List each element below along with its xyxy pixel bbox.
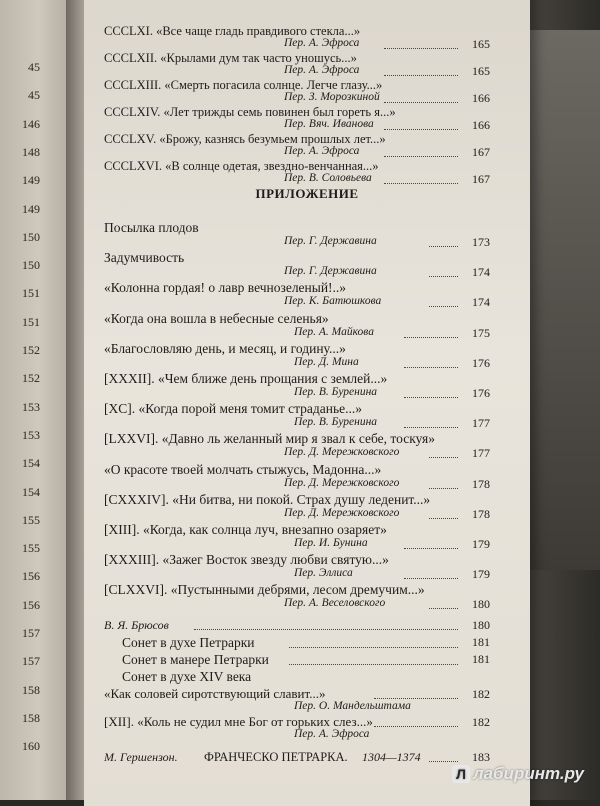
entry-translator: Пер. В. Буренина: [294, 386, 378, 398]
dot-leader: [404, 538, 458, 549]
entry-title: «Благословляю день, и месяц, и годину...»: [104, 340, 346, 356]
entry-translator: Пер. О. Мандельштама: [294, 700, 411, 712]
page-number: 167: [472, 172, 490, 186]
dot-leader: [429, 508, 458, 519]
entry-translator: Пер. Г. Державина: [284, 265, 377, 278]
left-page-number: 146: [22, 116, 40, 131]
watermark: [452, 764, 584, 784]
left-page-number: 149: [22, 173, 40, 188]
page-number: 178: [472, 506, 490, 521]
dot-leader: [194, 619, 458, 630]
dot-leader: [289, 637, 458, 648]
left-page-number: 151: [22, 314, 40, 329]
left-page: [0, 0, 70, 800]
page-number: 180: [472, 618, 490, 632]
page-number: 181: [472, 652, 490, 666]
entry-title: [CXXXIV]. «Ни битва, ни покой. Страх душу леденит...»: [104, 491, 431, 507]
entry-title: [XXXII]. «Чем ближе день прощания с землей...»: [104, 371, 388, 386]
entry-translator: Пер. А. Эфроса: [284, 37, 360, 49]
left-page-number: 158: [22, 682, 40, 697]
page-number: 179: [472, 537, 490, 551]
entry-translator: Пер. Д. Мережковского: [284, 446, 400, 459]
dot-leader: [384, 92, 458, 103]
entry-title: CCCLXI. «Все чаще гладь правдивого стекла...»: [104, 24, 361, 38]
footer-title: ФРАНЧЕСКО ПЕТРАРКА.: [204, 750, 348, 764]
entry-title: «Как соловей сиротствующий славит...»: [104, 686, 326, 701]
entry-title: Задумчивость: [104, 250, 185, 266]
left-page-number: 155: [22, 541, 40, 556]
left-page-number: 160: [22, 739, 40, 754]
entry-title: CCCLXV. «Брожу, казнясь безумьем прошлых лет...»: [104, 132, 386, 146]
page-number: 176: [472, 386, 490, 400]
left-page-number: 157: [22, 654, 40, 669]
entry-translator: Пер. З. Морозкиной: [284, 91, 380, 103]
entry-translator: Пер. Д. Мережковского: [284, 506, 400, 519]
page-number: 180: [472, 597, 490, 612]
left-page-number: 45: [28, 88, 40, 103]
footer-author: М. Гершензон.: [104, 750, 178, 764]
page-number: 166: [472, 91, 490, 105]
dot-leader: [429, 296, 458, 307]
page-number: 173: [472, 235, 490, 249]
entry-translator: Пер. Д. Мережковского: [284, 476, 400, 489]
left-page-number: 157: [22, 626, 40, 640]
dot-leader: [404, 568, 458, 579]
dot-leader: [404, 417, 458, 428]
page-number: 174: [472, 295, 490, 310]
entry-title: «Колонна гордая! о лавр вечнозеленый!..»: [104, 280, 347, 296]
entry-title: [CLXXVI]. «Пустынными дебрями, лесом дремучим...»: [104, 582, 425, 598]
dot-leader: [374, 688, 458, 699]
entry-translator: Пер. И. Бунина: [294, 537, 368, 549]
left-page-number: 150: [22, 258, 40, 273]
page-number: 182: [472, 687, 490, 701]
entry-title: [XXXIII]. «Зажег Восток звезду любви святую...»: [104, 552, 389, 568]
entry-translator: Пер. А. Эфроса: [284, 145, 360, 157]
entry-translator: Пер. Г. Державина: [284, 235, 377, 247]
entry-title: Посылка плодов: [104, 220, 199, 235]
section-title: ПРИЛОЖЕНИЕ: [255, 186, 359, 201]
page-number: 174: [472, 265, 490, 280]
left-page-number: 152: [22, 343, 40, 357]
dot-leader: [429, 598, 458, 609]
dot-leader: [404, 327, 458, 338]
entry-translator: Пер. К. Батюшкова: [284, 295, 382, 308]
dot-leader: [384, 146, 458, 157]
dot-leader: [374, 716, 458, 727]
left-page-number: 154: [22, 456, 40, 471]
left-page-number: 149: [22, 201, 40, 216]
entry-translator: Пер. А. Эфроса: [294, 728, 370, 740]
left-page-number: 150: [22, 229, 40, 244]
contents-page: [84, 0, 530, 806]
page-number: 182: [472, 715, 490, 729]
page-number: 166: [472, 118, 490, 132]
left-page-number: 154: [22, 484, 40, 499]
page-number: 165: [472, 64, 490, 78]
dot-leader: [429, 447, 458, 458]
dot-leader: [384, 65, 458, 76]
entry-translator: Пер. А. Майкова: [294, 325, 374, 338]
entry-title: CCCLXIV. «Лет трижды семь повинен был гореть я...»: [104, 105, 396, 119]
entry-title: [XIII]. «Когда, как солнца луч, внезапно озаряет»: [104, 522, 387, 537]
entry-title: «Когда она вошла в небесные селенья»: [104, 310, 329, 326]
page-number: 177: [472, 446, 490, 461]
entry-translator: Пер. В. Буренина: [294, 416, 378, 429]
entry-title: [LXXVI]. «Давно ль желанный мир я звал к себе, тоскуя»: [104, 431, 435, 447]
entry-title: [XII]. «Коль не судил мне Бог от горьких слез...»: [104, 714, 373, 729]
bryusov-item: Сонет в духе XIV века: [122, 669, 252, 684]
labirint-logo-icon: Л: [452, 765, 470, 783]
entry-translator: Пер. А. Эфроса: [284, 64, 360, 76]
watermark-text: лабиринт.ру: [473, 764, 584, 783]
dot-leader: [404, 357, 458, 368]
page-number: 181: [472, 635, 490, 649]
left-page-number: 155: [22, 512, 40, 527]
entry-title: CCCLXIII. «Смерть погасила солнце. Легче глазу...»: [104, 78, 383, 92]
dot-leader: [404, 387, 458, 398]
footer-years: 1304—1374: [362, 750, 421, 764]
dot-leader: [384, 119, 458, 130]
left-page-number: 148: [22, 144, 40, 159]
entry-translator: Пер. Д. Мина: [294, 355, 359, 368]
left-page-number: 158: [22, 710, 40, 725]
dot-leader: [429, 478, 458, 489]
entry-title: «О красоте твоей молчать стыжусь, Мадонна...»: [104, 461, 382, 477]
entry-translator: Пер. Эллиса: [294, 567, 353, 580]
entry-translator: Пер. В. Соловьева: [284, 172, 372, 184]
page-number: 167: [472, 145, 490, 159]
bryusov-author: В. Я. Брюсов: [104, 618, 169, 632]
entry-title: CCCLXVI. «В солнце одетая, звездно-венчанная...»: [104, 159, 379, 173]
dot-leader: [429, 751, 458, 762]
page-number: 176: [472, 355, 490, 370]
page-number: 165: [472, 37, 490, 51]
entry-translator: Пер. Вяч. Иванова: [284, 118, 374, 130]
page-number: 183: [472, 750, 490, 764]
dot-leader: [384, 38, 458, 49]
bryusov-item: Сонет в манере Петрарки: [122, 652, 269, 667]
entry-title: CCCLXII. «Крылами дум так часто уношусь...»: [104, 51, 357, 65]
left-page-number: 153: [22, 399, 40, 414]
bryusov-item: Сонет в духе Петрарки: [122, 635, 255, 650]
dot-leader: [429, 236, 458, 247]
page-number: 178: [472, 476, 490, 491]
page-number: 179: [472, 567, 490, 582]
background-right-shadow: [520, 30, 600, 570]
left-page-number: 156: [22, 597, 40, 612]
left-page-number: 152: [22, 371, 40, 386]
page-number: 177: [472, 416, 490, 431]
page-number: 175: [472, 325, 490, 340]
dot-leader: [384, 173, 458, 184]
left-page-number: 156: [22, 569, 40, 584]
dot-leader: [289, 654, 458, 665]
entry-translator: Пер. А. Веселовского: [284, 597, 386, 610]
left-page-number: 153: [22, 427, 40, 442]
entry-title: [XC]. «Когда порой меня томит страданье...»: [104, 401, 363, 417]
left-page-number: 151: [22, 286, 40, 301]
dot-leader: [429, 266, 458, 277]
left-page-number: 45: [28, 60, 40, 74]
